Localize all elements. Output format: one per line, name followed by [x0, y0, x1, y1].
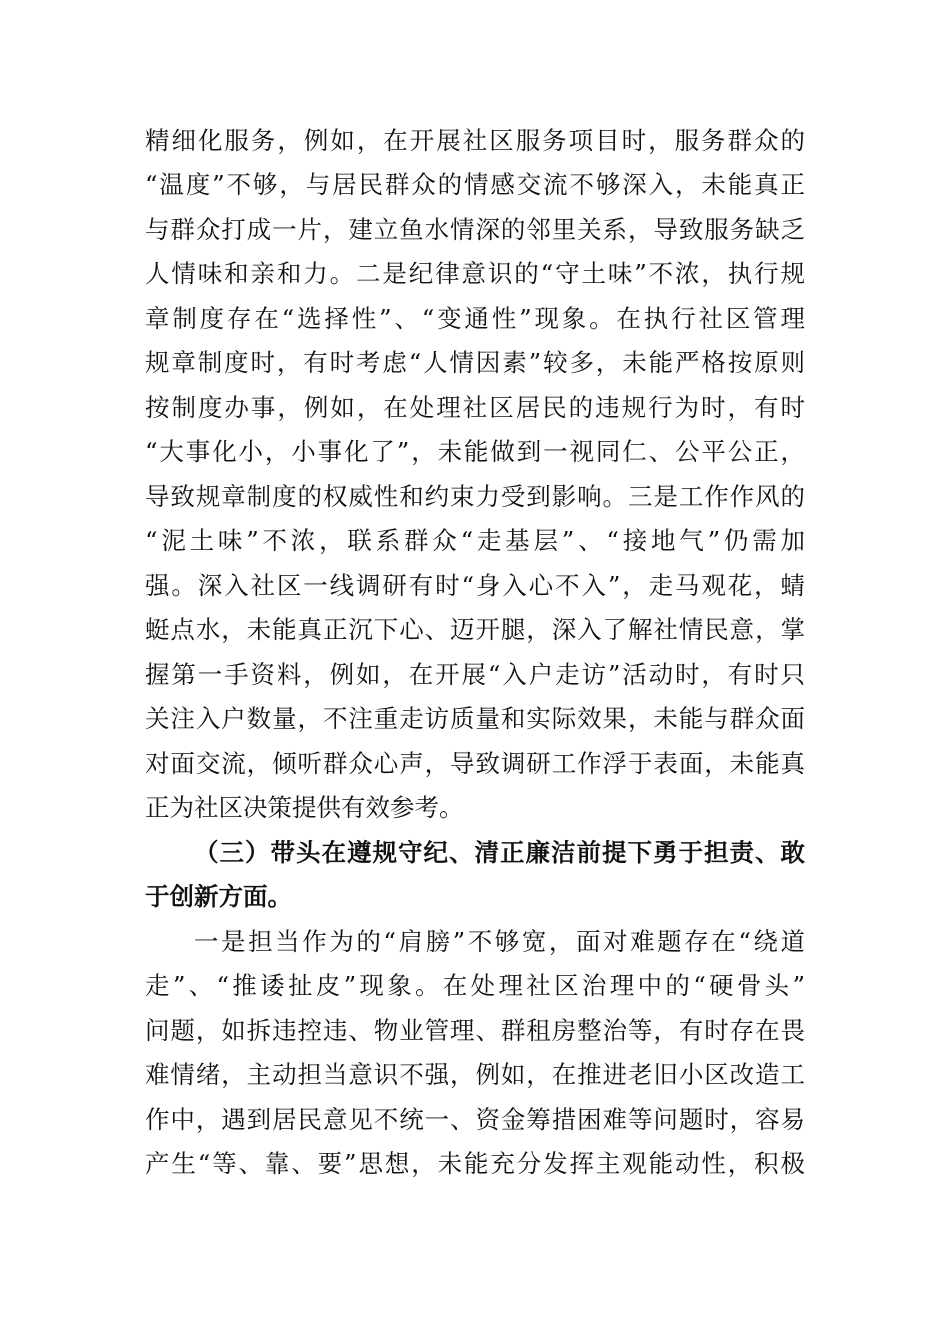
text-line: 导致规章制度的权威性和约束力受到影响。三是工作作风的 [145, 482, 805, 511]
text-line: 握第一手资料，例如，在开展“入户走访”活动时，有时只 [145, 660, 805, 689]
text-line: 蜓点水，未能真正沉下心、迈开腿，深入了解社情民意，掌 [145, 615, 805, 644]
text-line: “泥土味”不浓，联系群众“走基层”、“接地气”仍需加 [145, 526, 805, 555]
text-line: 问题，如拆违控违、物业管理、群租房整治等，有时存在畏 [145, 1016, 805, 1045]
heading-line: 于创新方面。 [145, 882, 292, 911]
text-line: 一是担当作为的“肩膀”不够宽，面对难题存在“绕道 [194, 927, 805, 956]
text-line: 规章制度时，有时考虑“人情因素”较多，未能严格按原则 [145, 348, 805, 377]
text-line: 正为社区决策提供有效参考。 [145, 793, 464, 822]
text-line: 走”、“推诿扯皮”现象。在处理社区治理中的“硬骨头” [145, 971, 805, 1000]
text-line: “大事化小，小事化了”，未能做到一视同仁、公平公正， [145, 437, 805, 466]
text-line: 关注入户数量，不注重走访质量和实际效果，未能与群众面 [145, 704, 805, 733]
text-line: 按制度办事，例如，在处理社区居民的违规行为时，有时 [145, 393, 805, 422]
text-line: 作中，遇到居民意见不统一、资金筹措困难等问题时，容易 [145, 1105, 805, 1134]
text-line: 人情味和亲和力。二是纪律意识的“守土味”不浓，执行规 [145, 259, 805, 288]
text-line: 强。深入社区一线调研有时“身入心不入”，走马观花，蜻 [145, 571, 805, 600]
heading-line: （三）带头在遵规守纪、清正廉洁前提下勇于担责、敢 [194, 838, 805, 867]
text-line: 与群众打成一片，建立鱼水情深的邻里关系，导致服务缺乏 [145, 215, 805, 244]
text-line: “温度”不够，与居民群众的情感交流不够深入，未能真正 [145, 170, 805, 199]
text-line: 精细化服务，例如，在开展社区服务项目时，服务群众的 [145, 126, 805, 155]
text-line: 章制度存在“选择性”、“变通性”现象。在执行社区管理 [145, 304, 805, 333]
text-line: 难情绪，主动担当意识不强，例如，在推进老旧小区改造工 [145, 1060, 805, 1089]
text-line: 对面交流，倾听群众心声，导致调研工作浮于表面，未能真 [145, 749, 805, 778]
text-line: 产生“等、靠、要”思想，未能充分发挥主观能动性，积极 [145, 1149, 805, 1178]
